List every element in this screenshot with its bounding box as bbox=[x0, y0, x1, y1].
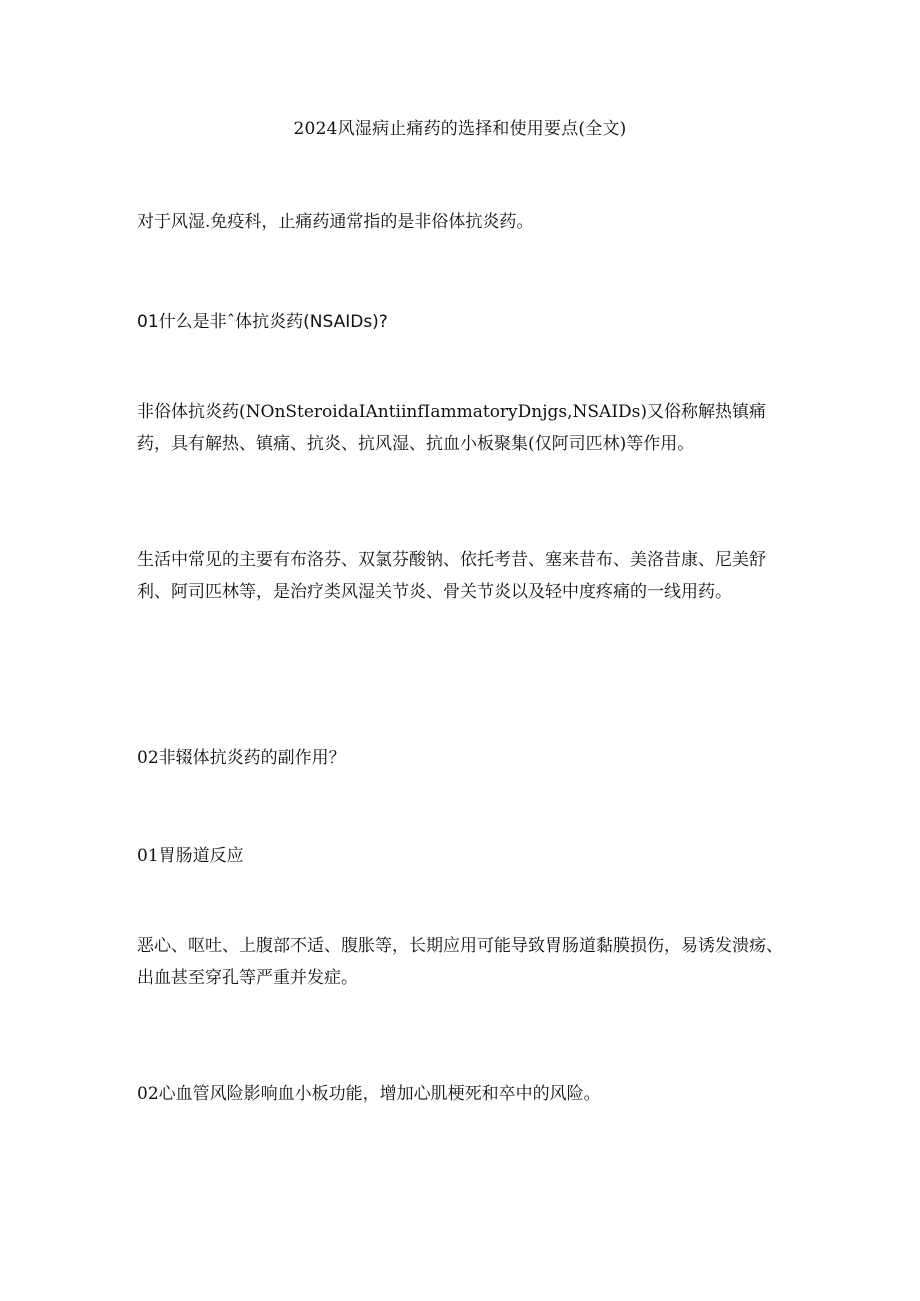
gastrointestinal-paragraph: 恶心、呕吐、上腹部不适、腹胀等，长期应用可能导致胃肠道黏膜损伤，易诱发溃疡、出血甚至穿孔等严重并发症。 bbox=[137, 936, 783, 988]
nsaids-definition-paragraph: 非俗体抗炎药(NOnSteroidaIAntiinfIammatoryDnjgs,NSAIDs)又俗称解热镇痛药，具有解热、镇痛、抗炎、抗风湿、抗血小板聚集(仅阿司匹林)等作用。 bbox=[137, 402, 767, 454]
cardiovascular-paragraph: 02心血管风险影响血小板功能，增加心肌梗死和卒中的风险。 bbox=[137, 1084, 601, 1104]
intro-paragraph: 对于风湿.免疫科，止痛药通常指的是非俗体抗炎药。 bbox=[137, 212, 534, 232]
common-drugs-paragraph: 生活中常见的主要有布洛芬、双氯芬酸钠、依托考昔、塞来昔布、美洛昔康、尼美舒利、阿司匹林等，是治疗类风湿关节炎、骨关节炎以及轻中度疼痛的一线用药。 bbox=[137, 550, 766, 602]
subheading-gastrointestinal: 01胃肠道反应 bbox=[137, 846, 244, 866]
document-title: 2024风湿病止痛药的选择和使用要点(全文) bbox=[293, 119, 627, 139]
section-heading-02: 02非辍体抗炎药的副作用？ bbox=[137, 748, 346, 768]
section-heading-01: 01什么是非ˆ体抗炎药(NSAIDs)? bbox=[137, 312, 388, 332]
